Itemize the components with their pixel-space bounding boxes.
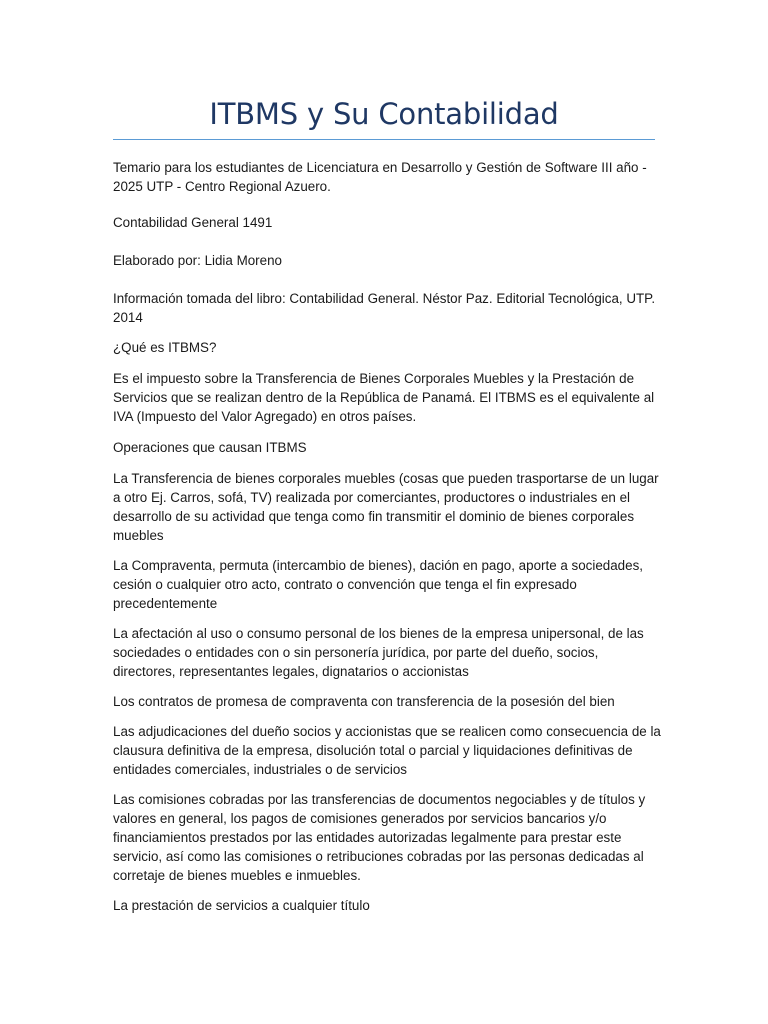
- document-title: ITBMS y Su Contabilidad: [209, 97, 559, 131]
- source-paragraph: Información tomada del libro: Contabilidad General. Néstor Paz. Editorial Tecnológica, UTP. 2014: [113, 291, 656, 325]
- operations-list: [113, 469, 661, 915]
- intro-paragraph: Temario para los estudiantes de Licenciatura en Desarrollo y Gestión de Software III año - 2025 UTP - Centro Regional Azuero.: [113, 160, 647, 194]
- question-heading: ¿Qué es ITBMS?: [113, 340, 217, 355]
- course-line: Contabilidad General 1491: [113, 215, 273, 230]
- author-line: Elaborado por: Lidia Moreno: [113, 253, 282, 268]
- title-underline: [113, 139, 655, 140]
- operations-heading: Operaciones que causan ITBMS: [113, 440, 307, 455]
- document-body: [113, 158, 661, 926]
- operation-item: La prestación de servicios a cualquier título: [113, 898, 370, 913]
- definition-paragraph: Es el impuesto sobre la Transferencia de Bienes Corporales Muebles y la Prestación de Servicios que se realizan dentro de la República de Panamá. El ITBMS es el equivalente al IVA (Impuesto del Valor Agregado) en otros países.: [113, 371, 655, 424]
- operation-item: La Transferencia de bienes corporales muebles (cosas que pueden trasportarse de un lugar a otro Ej. Carros, sofá, TV) realizada por comerciantes, productores o industriales en el desarrollo de su actividad que tenga como fin transmitir el dominio de bienes corporales muebles: [113, 471, 659, 543]
- operation-item: Las comisiones cobradas por las transferencias de documentos negociables y de títulos y valores en general, los pagos de comisiones generados por servicios bancarios y/o financiamientos prestados por las entidades autorizadas legalmente para prestar este servicio, así como las comisiones o retribuciones cobradas por las personas dedicadas al corretaje de bienes muebles e inmuebles.: [113, 792, 646, 883]
- operation-item: Los contratos de promesa de compraventa con transferencia de la posesión del bien: [113, 694, 615, 709]
- operation-item: La afectación al uso o consumo personal de los bienes de la empresa unipersonal, de las sociedades o entidades con o sin personería jurídica, por parte del dueño, socios, directores, representantes legales, dignatarios o accionistas: [113, 626, 644, 679]
- operation-item: Las adjudicaciones del dueño socios y accionistas que se realicen como consecuencia de la clausura definitiva de la empresa, disolución total o parcial y liquidaciones definitivas de entidades comerciales, industriales o de servicios: [113, 724, 661, 777]
- operation-item: La Compraventa, permuta (intercambio de bienes), dación en pago, aporte a sociedades, cesión o cualquier otro acto, contrato o convención que tenga el fin expresado precedentemente: [113, 558, 643, 611]
